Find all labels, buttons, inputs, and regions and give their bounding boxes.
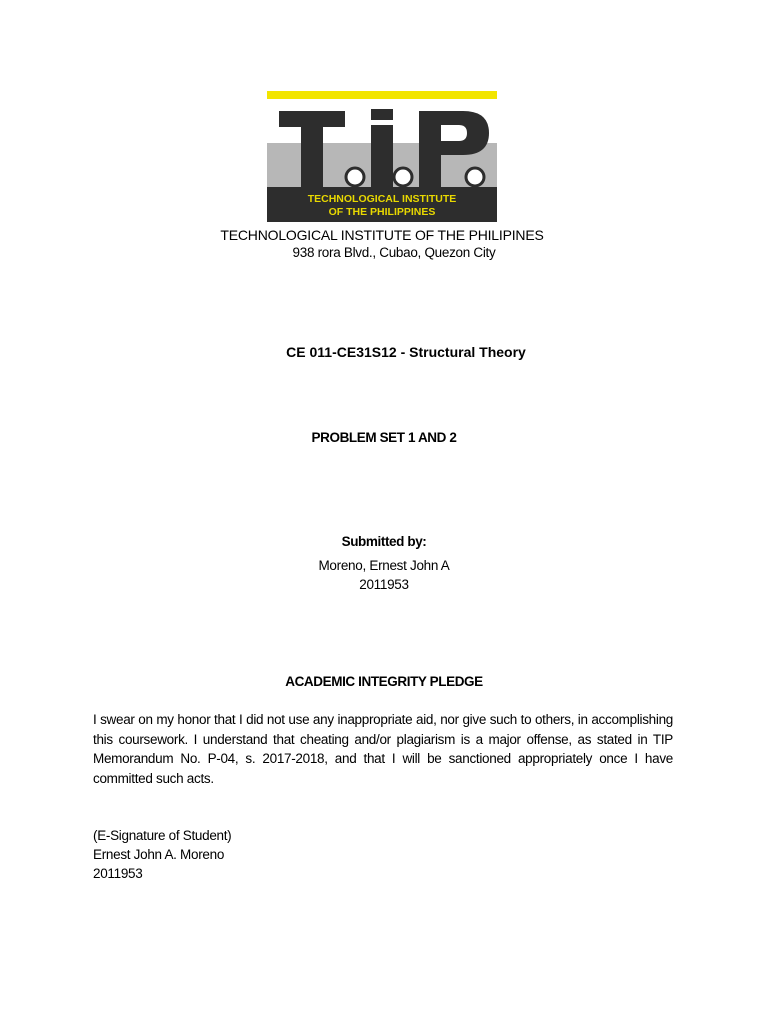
student-name: Moreno, Ernest John A xyxy=(318,558,450,573)
pledge-heading: ACADEMIC INTEGRITY PLEDGE xyxy=(285,674,483,689)
submitted-by-label: Submitted by: xyxy=(341,534,427,549)
signature-name: Ernest John A. Moreno xyxy=(93,847,225,862)
signature-label: (E-Signature of Student) xyxy=(93,828,232,843)
signature-block xyxy=(93,826,231,883)
signature-student-number: 2011953 xyxy=(93,866,143,881)
logo-banner-line2: OF THE PHILIPPINES xyxy=(328,206,436,218)
institution-address: 938 rora Blvd., Cubao, Quezon City xyxy=(292,245,496,260)
tip-logo xyxy=(267,91,497,222)
course-title: CE 011-CE31S12 - Structural Theory xyxy=(286,344,526,360)
logo-banner-line1: TECHNOLOGICAL INSTITUTE xyxy=(307,193,457,205)
institution-name: TECHNOLOGICAL INSTITUTE OF THE PHILIPINES xyxy=(220,227,544,243)
pledge-text: I swear on my honor that I did not use any inappropriate aid, nor give such to others, in accomplishing this coursework. I understand that cheating and/or plagiarism is a major offense, as stated in TIP Memorandum No. P-04, s. 2017-2018, and that I will be sanctioned appropriately once I have committed such acts. xyxy=(93,712,673,786)
assignment-title: PROBLEM SET 1 AND 2 xyxy=(311,430,457,445)
student-number: 2011953 xyxy=(359,577,409,592)
